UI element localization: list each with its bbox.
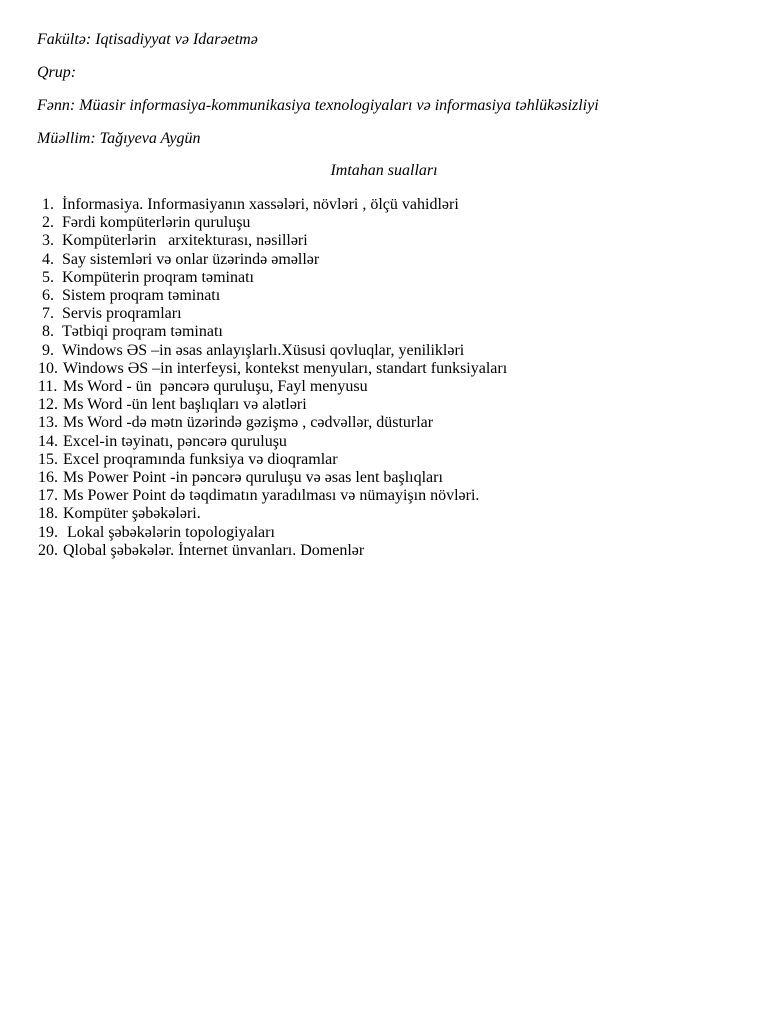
question-text: Ms Word - ün pəncərə quruluşu, Fayl menyusu <box>63 378 368 396</box>
question-item <box>42 269 507 287</box>
question-item <box>38 359 508 378</box>
question-item <box>38 523 507 542</box>
question-number: 9. <box>42 341 54 359</box>
question-item <box>38 378 507 396</box>
question-number: 10. <box>38 359 58 377</box>
question-text: Fərdi kompüterlərin quruluşu <box>62 214 251 232</box>
question-number: 17. <box>38 487 58 505</box>
question-text: Kompüterin proqram təminatı <box>62 268 254 286</box>
question-number: 5. <box>42 268 54 286</box>
question-item <box>38 396 507 414</box>
question-number: 2. <box>42 214 54 232</box>
faculty-line: Fakültə: Iqtisadiyyat və Idarəetmə <box>37 31 258 48</box>
exam-title: Imtahan sualları <box>330 162 438 179</box>
question-number: 16. <box>38 469 58 487</box>
question-number: 8. <box>42 323 54 341</box>
question-item <box>42 305 507 323</box>
question-number: 4. <box>42 250 54 268</box>
question-item <box>38 505 507 523</box>
teacher-line: Müəllim: Tağıyeva Aygün <box>37 130 201 147</box>
question-text: Excel-in təyinatı, pəncərə quruluşu <box>63 432 287 450</box>
question-item <box>42 287 507 305</box>
question-number: 7. <box>42 305 54 323</box>
question-number: 11. <box>38 378 58 396</box>
question-number: 20. <box>38 541 58 559</box>
question-text: Ms Word -də mətn üzərində gəzişmə , cədvəllər, düsturlar <box>63 414 434 432</box>
question-item <box>38 432 507 451</box>
questions-list <box>38 196 508 560</box>
question-number: 15. <box>38 450 58 468</box>
question-text: Kompüter şəbəkələri. <box>63 505 201 523</box>
question-item <box>38 469 507 487</box>
question-number: 19. <box>38 523 58 541</box>
question-number: 6. <box>42 287 54 305</box>
question-text: Qlobal şəbəkələr. İnternet ünvanları. Domenlər <box>63 541 365 559</box>
question-text: Kompüterlərin arxitekturası, nəsilləri <box>62 232 308 250</box>
question-text: Windows ƏS –in interfeysi, kontekst menyuları, standart funksiyaları <box>63 359 508 377</box>
question-number: 12. <box>38 396 58 414</box>
question-number: 14. <box>38 432 58 450</box>
question-item <box>42 232 507 250</box>
question-text: Ms Word -ün lent başlıqları və alətləri <box>63 396 307 414</box>
question-text: Tətbiqi proqram təminatı <box>62 323 223 341</box>
question-text: Say sistemləri və onlar üzərində əməllər <box>62 250 320 268</box>
question-number: 3. <box>42 232 54 250</box>
question-item <box>42 323 507 341</box>
question-text: İnformasiya. Informasiyanın xassələri, növləri , ölçü vahidləri <box>62 196 459 213</box>
question-text: Excel proqramında funksiya və dioqramlar <box>63 450 338 468</box>
question-item <box>38 414 507 432</box>
question-text: Windows ƏS –in əsas anlayışlarlı.Xüsusi qovluqlar, yenilikləri <box>62 341 465 359</box>
question-item <box>42 214 507 232</box>
question-item <box>42 196 507 214</box>
question-item <box>42 251 507 269</box>
question-text: Ms Power Point -in pəncərə quruluşu və əsas lent başlıqları <box>63 469 443 487</box>
question-item <box>38 541 507 560</box>
question-item <box>42 342 507 360</box>
question-text: Lokal şəbəkələrin topologiyaları <box>63 523 275 541</box>
question-text: Ms Power Point də təqdimatın yaradılması və nümayişın növləri. <box>63 487 480 505</box>
question-item <box>38 450 507 469</box>
question-number: 18. <box>38 505 58 523</box>
question-text: Servis proqramları <box>62 305 182 323</box>
question-text: Sistem proqram təminatı <box>62 287 221 305</box>
question-item <box>38 487 507 505</box>
question-number: 1. <box>42 196 54 213</box>
subject-line: Fənn: Müasir informasiya-kommunikasiya texnologiyaları və informasiya təhlükəsizliyi <box>37 97 599 114</box>
group-line: Qrup: <box>37 64 77 81</box>
question-number: 13. <box>38 414 58 432</box>
